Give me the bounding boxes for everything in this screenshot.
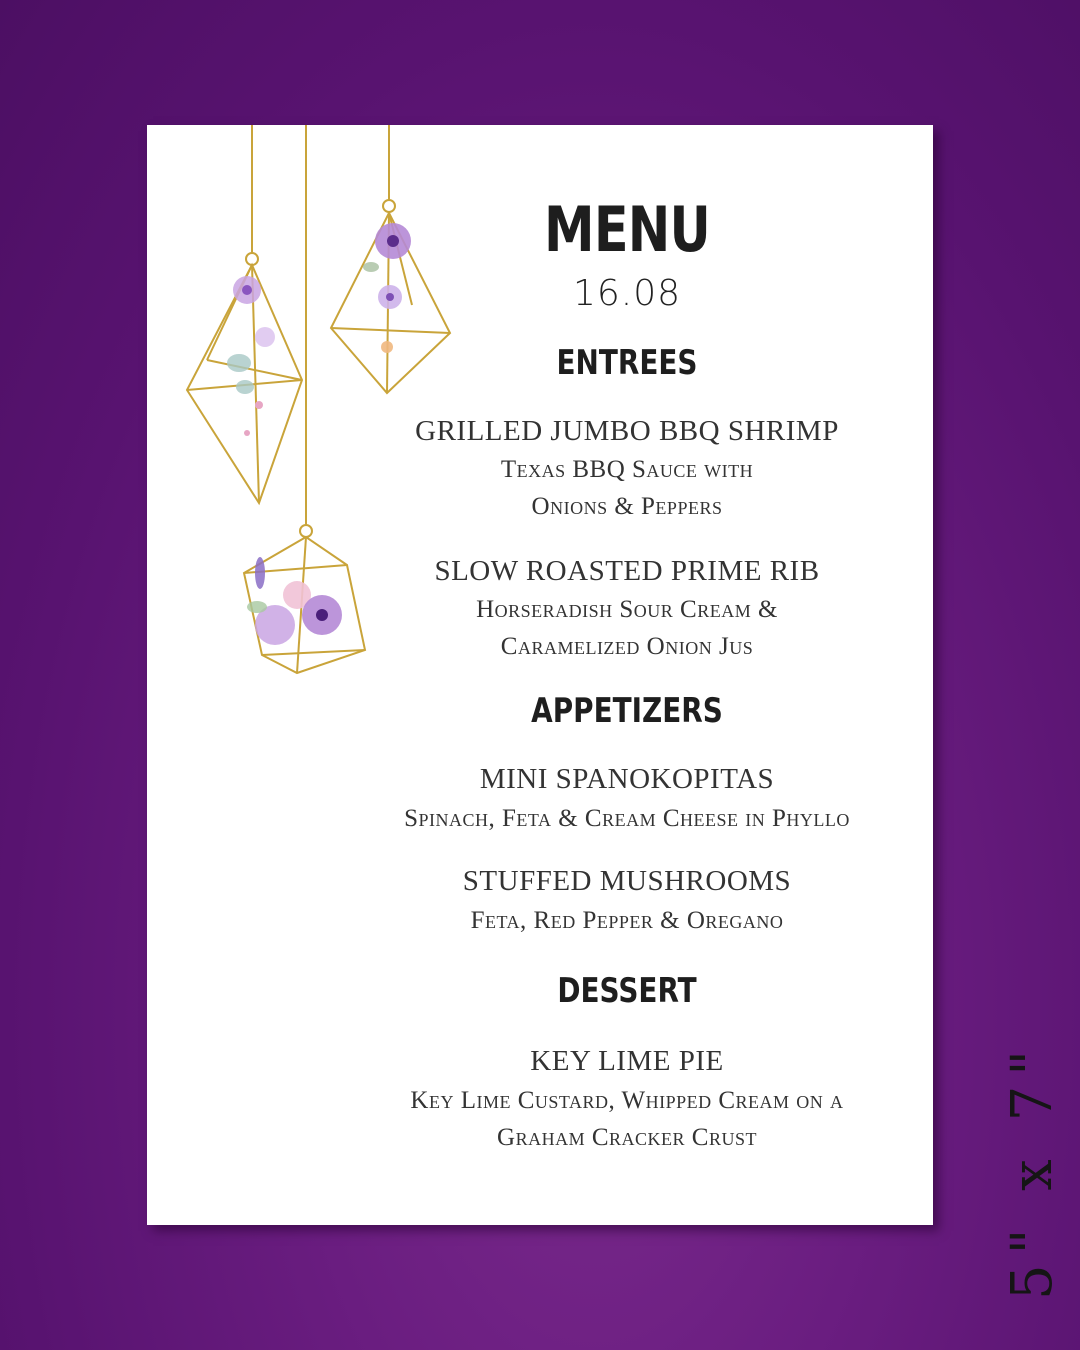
- menu-item-name: KEY LIME PIE: [530, 1045, 724, 1077]
- menu-item-desc: Feta, Red Pepper & Oregano: [470, 907, 784, 934]
- menu-item-name: STUFFED MUSHROOMS: [462, 865, 792, 897]
- section-heading-appetizers: APPETIZERS: [531, 691, 723, 731]
- flower-icon: [247, 557, 342, 645]
- section-heading-entrees: ENTREES: [556, 343, 698, 383]
- menu-item-desc: Horseradish Sour Cream &: [476, 596, 778, 623]
- menu-item-desc: Caramelized Onion Jus: [500, 633, 754, 660]
- menu-item-name: MINI SPANOKOPITAS: [479, 763, 775, 795]
- menu-item-name: GRILLED JUMBO BBQ SHRIMP: [415, 415, 839, 447]
- menu-title: MENU: [544, 193, 710, 266]
- menu-item-desc: Onions & Peppers: [531, 493, 723, 520]
- size-label: 5" x 7": [1000, 1040, 1065, 1300]
- menu-item-desc: Texas BBQ Sauce with: [500, 456, 754, 483]
- menu-item-desc: Spinach, Feta & Cream Cheese in Phyllo: [404, 805, 850, 832]
- menu-item-desc: Key Lime Custard, Whipped Cream on a: [410, 1087, 844, 1114]
- menu-card: [147, 125, 933, 1225]
- section-heading-dessert: DESSERT: [557, 971, 697, 1011]
- menu-date: 16.08: [572, 273, 682, 314]
- menu-item-desc: Graham Cracker Crust: [497, 1124, 757, 1151]
- menu-item-name: SLOW ROASTED PRIME RIB: [434, 555, 820, 587]
